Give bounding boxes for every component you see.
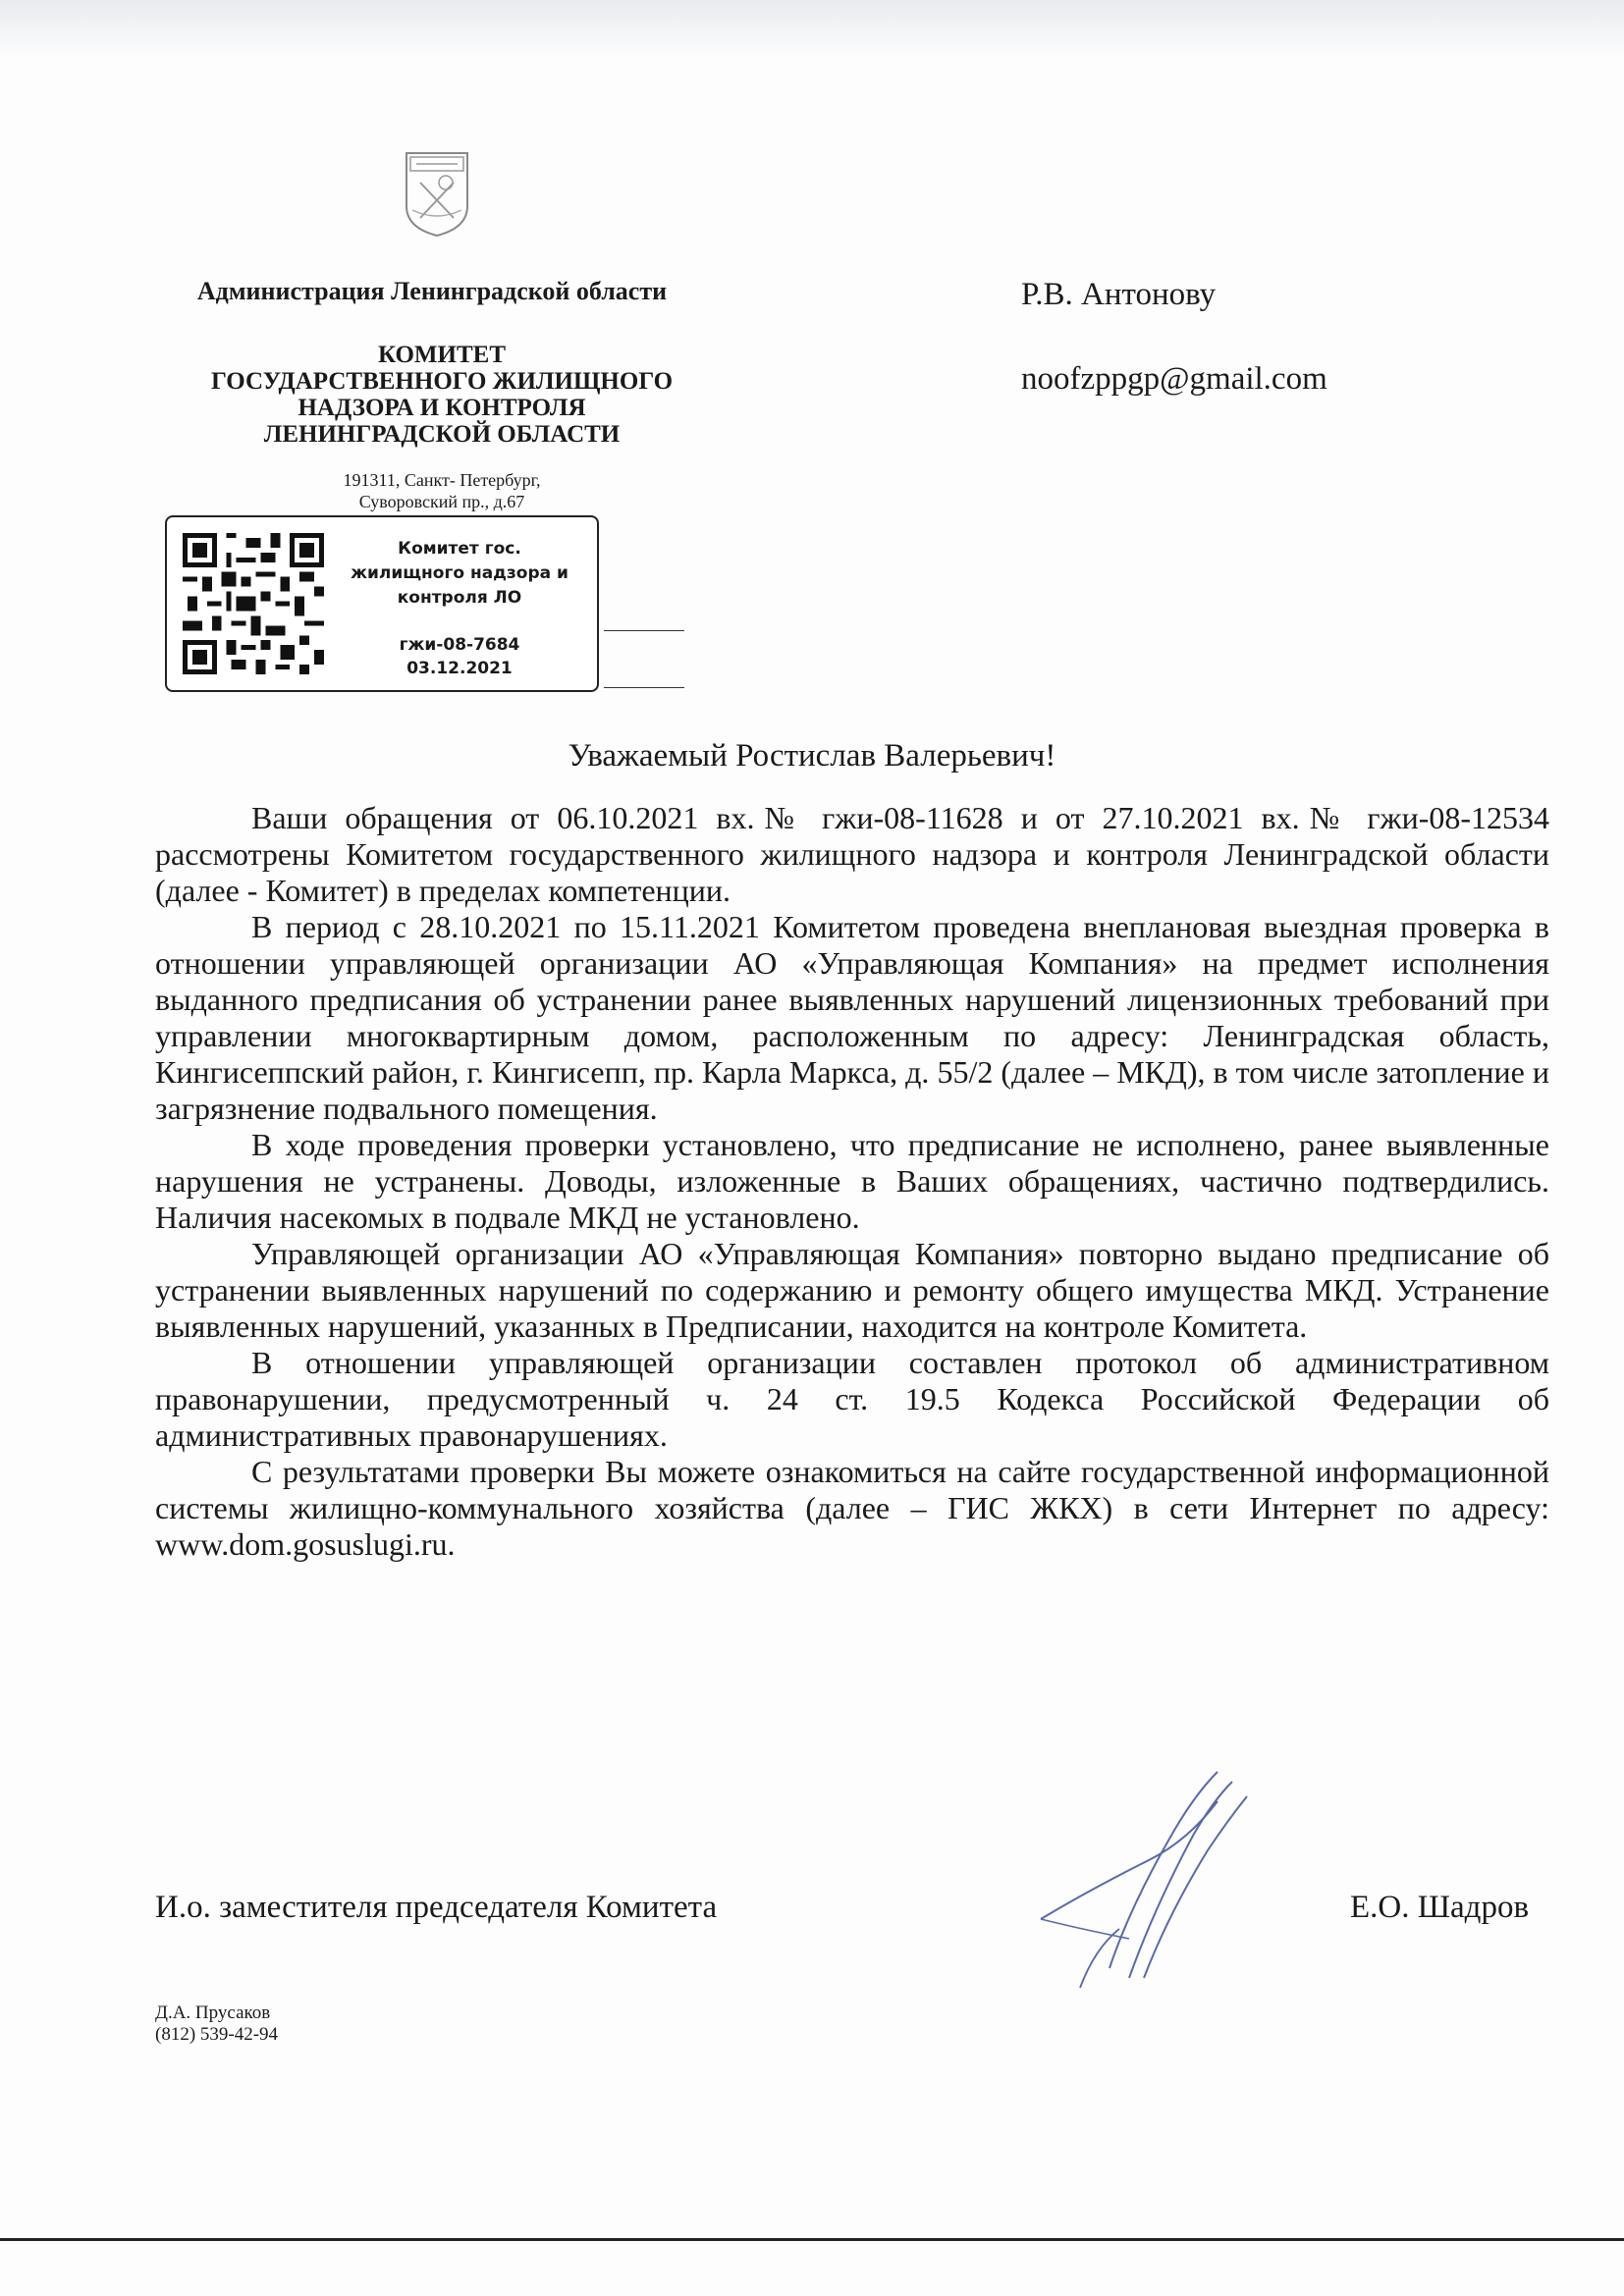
stamp-underline (604, 687, 684, 688)
administration-title: Администрация Ленинградской области (196, 277, 668, 305)
stamp-org-line: жилищного надзора и (351, 563, 568, 583)
body-paragraph: Ваши обращения от 06.10.2021 вх.№ гжи-08-11628 и от 27.10.2021 вх.№ гжи-08-12534 рассмотрены Комитетом государственного жилищного надзора и контроля Ленинградской области (далее - Комитет) в пределах компетенции. (155, 800, 1549, 908)
signer-name: Е.О. Шадров (1350, 1890, 1530, 1925)
stamp-underline (604, 630, 684, 631)
address-line: Суворовский пр., д.67 (358, 492, 525, 511)
committee-line: КОМИТЕТ (377, 342, 507, 368)
registration-stamp (165, 515, 599, 692)
stamp-registration (332, 633, 587, 680)
salutation: Уважаемый Ростислав Валерьевич! (568, 738, 1056, 774)
body-paragraph: В ходе проведения проверки установлено, что предписание не исполнено, ранее выявленные нарушения не устранены. Доводы, изложенные в Ваших обращениях, частично подтвердились. Наличия насекомых в подвале МКД не установлено. (155, 1127, 1549, 1235)
signer-position: И.о. заместителя председателя Комитета (155, 1890, 718, 1925)
recipient-name: Р.В. Антонову (1021, 277, 1217, 312)
executor-info (155, 2002, 278, 2046)
body-paragraph: В отношении управляющей организации составлен протокол об административном правонарушении, предусмотренный ч. 24 ст. 19.5 Кодекса Российской Федерации об административных правонарушениях. (155, 1345, 1549, 1453)
stamp-org-line: контроля ЛО (397, 588, 522, 608)
recipient-email: noofzppgp@gmail.com (1021, 361, 1327, 397)
committee-line: НАДЗОРА И КОНТРОЛЯ (298, 395, 586, 421)
body-paragraph: С результатами проверки Вы можете ознакомиться на сайте государственной информационной системы жилищно-коммунального хозяйства (далее – ГИС ЖКХ) в сети Интернет по адресу: www.dom.gosuslugi.ru. (155, 1454, 1549, 1562)
scan-bottom-edge (0, 2238, 1624, 2241)
stamp-organization (332, 537, 587, 611)
stamp-org-line: Комитет гос. (398, 539, 521, 559)
qr-code-icon (183, 533, 324, 674)
letter-body (155, 800, 1549, 1563)
executor-phone: (812) 539-42-94 (155, 2024, 279, 2045)
body-paragraph: В период с 28.10.2021 по 15.11.2021 Комитетом проведена внеплановая выездная проверка в отношении управляющей организации АО «Управляющая Компания» на предмет исполнения выданного предписания об устранении ранее выявленных нарушений лицензионных требований при управлении многоквартирным домом, расположенным по адресу: Ленинградская область, Кингисеппский район, г. Кингисепп, пр. Карла Маркса, д. 55/2 (далее – МКД), в том числе затопление и загрязнение подвального помещения. (155, 909, 1549, 1126)
address-line: 191311, Санкт- Петербург, (343, 470, 541, 490)
executor-name: Д.А. Прусаков (155, 2002, 271, 2023)
handwritten-signature-icon (1021, 1742, 1276, 1998)
stamp-number: гжи-08-7684 (399, 635, 520, 655)
committee-line: ЛЕНИНГРАДСКОЙ ОБЛАСТИ (263, 421, 621, 448)
stamp-date: 03.12.2021 (406, 659, 513, 678)
committee-address (295, 469, 589, 512)
body-paragraph: Управляющей организации АО «Управляющая Компания» повторно выдано предписание об устранении выявленных нарушений по содержанию и ремонту общего имущества МКД. Устранение выявленных нарушений, указанных в Предписании, находится на контроле Комитета. (155, 1236, 1549, 1344)
coat-of-arms-icon (403, 149, 471, 240)
committee-line: ГОСУДАРСТВЕННОГО ЖИЛИЩНОГО (210, 368, 674, 395)
scan-shadow (0, 0, 1624, 59)
committee-name (147, 342, 736, 448)
